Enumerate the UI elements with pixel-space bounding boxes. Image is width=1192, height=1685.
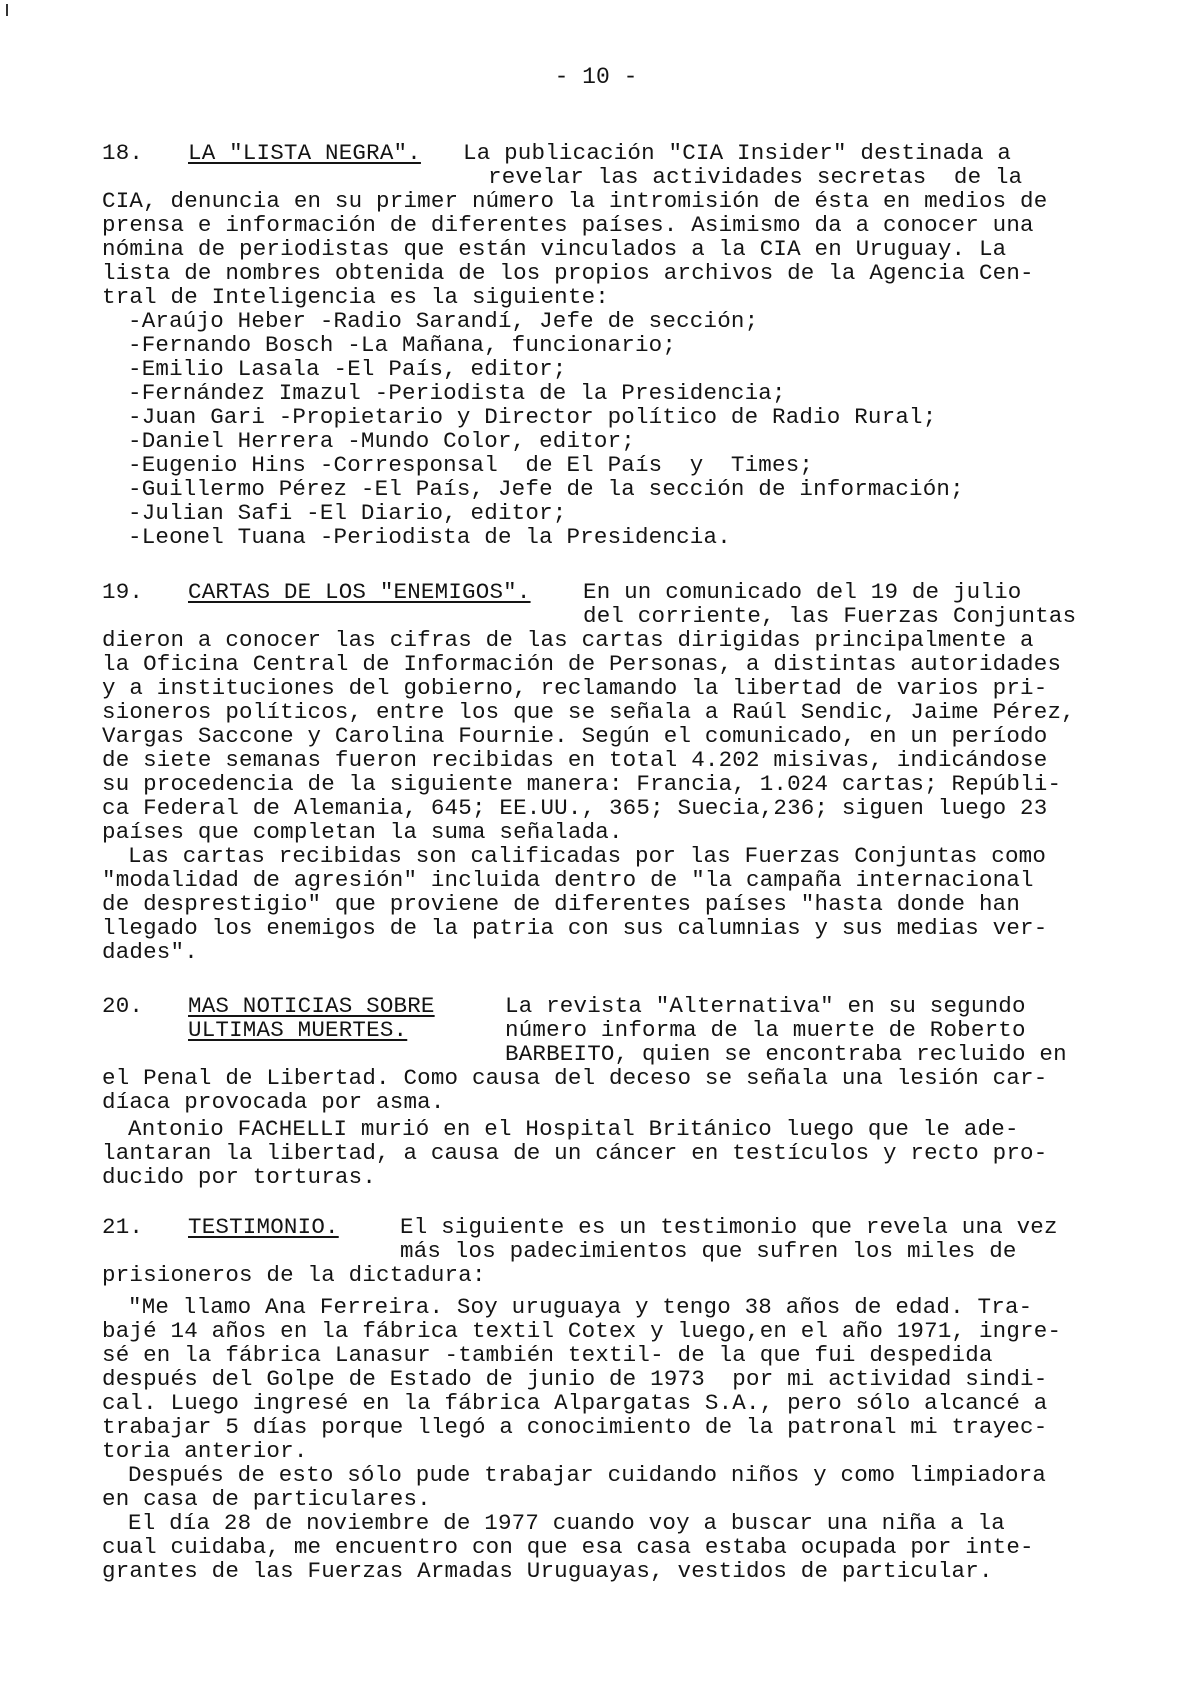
paragraph-line: prensa e información de diferentes países. Asimismo da a conocer una <box>102 212 1034 238</box>
paragraph-line: El siguiente es un testimonio que revela una vez <box>400 1214 1058 1240</box>
paragraph-line: nómina de periodistas que están vinculados a la CIA en Uruguay. La <box>102 236 1007 262</box>
scan-mark <box>6 4 8 16</box>
paragraph-line: El día 28 de noviembre de 1977 cuando voy a buscar una niña a la <box>128 1510 1005 1536</box>
paragraph-line: después del Golpe de Estado de junio de 1973 por mi actividad sindi- <box>102 1366 1048 1392</box>
paragraph-line: el Penal de Libertad. Como causa del deceso se señala una lesión car- <box>102 1065 1048 1091</box>
paragraph-line: La revista "Alternativa" en su segundo <box>505 993 1026 1019</box>
paragraph-line: y a instituciones del gobierno, reclamando la libertad de varios pri- <box>102 675 1048 701</box>
paragraph-line: dades". <box>102 939 198 965</box>
paragraph-line: tral de Inteligencia es la siguiente: <box>102 284 609 310</box>
paragraph-line: grantes de las Fuerzas Armadas Uruguayas, vestidos de particular. <box>102 1558 993 1584</box>
section-20-heading: ULTIMAS MUERTES. <box>188 1017 408 1043</box>
paragraph-line: toria anterior. <box>102 1438 308 1464</box>
list-item: -Daniel Herrera -Mundo Color, editor; <box>128 428 635 454</box>
list-item: -Eugenio Hins -Corresponsal de El País y Times; <box>128 452 814 478</box>
list-item: -Guillermo Pérez -El País, Jefe de la sección de información; <box>128 476 964 502</box>
paragraph-line: la Oficina Central de Información de Personas, a distintas autoridades <box>102 651 1062 677</box>
section-18-number: 18. <box>102 140 144 166</box>
paragraph-line: prisioneros de la dictadura: <box>102 1262 486 1288</box>
paragraph-line: sé en la fábrica Lanasur -también textil- de la que fui despedida <box>102 1342 993 1368</box>
paragraph-line: llegado los enemigos de la patria con sus calumnias y sus medias ver- <box>102 915 1048 941</box>
paragraph-line: cal. Luego ingresé en la fábrica Alpargatas S.A., pero sólo alcancé a <box>102 1390 1048 1416</box>
paragraph-line: Vargas Saccone y Carolina Fournie. Según el comunicado, en un período <box>102 723 1048 749</box>
paragraph-line: ducido por torturas. <box>102 1164 377 1190</box>
paragraph-line: más los padecimientos que sufren los miles de <box>400 1238 1017 1264</box>
paragraph-line: trabajar 5 días porque llegó a conocimiento de la patronal mi trayec- <box>102 1414 1048 1440</box>
paragraph-line: Antonio FACHELLI murió en el Hospital Británico luego que le ade- <box>128 1116 1019 1142</box>
paragraph-line: Después de esto sólo pude trabajar cuidando niños y como limpiadora <box>128 1462 1047 1488</box>
section-19-heading: CARTAS DE LOS "ENEMIGOS". <box>188 579 531 605</box>
section-18-heading: LA "LISTA NEGRA". <box>188 140 421 166</box>
page-number: - 10 - <box>554 64 638 90</box>
paragraph-line: revelar las actividades secretas de la <box>488 164 1023 190</box>
paragraph-line: lista de nombres obtenida de los propios archivos de la Agencia Cen- <box>102 260 1034 286</box>
section-20-number: 20. <box>102 993 144 1019</box>
paragraph-line: díaca provocada por asma. <box>102 1089 445 1115</box>
list-item: -Fernando Bosch -La Mañana, funcionario; <box>128 332 677 358</box>
paragraph-line: del corriente, las Fuerzas Conjuntas <box>583 603 1077 629</box>
paragraph-line: La publicación "CIA Insider" destinada a <box>463 140 1012 166</box>
section-21-heading: TESTIMONIO. <box>188 1214 339 1240</box>
paragraph-line: países que completan la suma señalada. <box>102 819 623 845</box>
paragraph-line: en casa de particulares. <box>102 1486 431 1512</box>
paragraph-line: bajé 14 años en la fábrica textil Cotex y luego,en el año 1971, ingre- <box>102 1318 1062 1344</box>
paragraph-line: "modalidad de agresión" incluida dentro de "la campaña internacional <box>102 867 1034 893</box>
list-item: -Leonel Tuana -Periodista de la Presidencia. <box>128 524 731 550</box>
paragraph-line: su procedencia de la siguiente manera: Francia, 1.024 cartas; Repúbli- <box>102 771 1062 797</box>
paragraph-line: Las cartas recibidas son calificadas por las Fuerzas Conjuntas como <box>128 843 1047 869</box>
paragraph-line: En un comunicado del 19 de julio <box>583 579 1022 605</box>
paragraph-line: ca Federal de Alemania, 645; EE.UU., 365; Suecia,236; siguen luego 23 <box>102 795 1048 821</box>
list-item: -Julian Safi -El Diario, editor; <box>128 500 567 526</box>
paragraph-line: CIA, denuncia en su primer número la intromisión de ésta en medios de <box>102 188 1048 214</box>
list-item: -Araújo Heber -Radio Sarandí, Jefe de sección; <box>128 308 759 334</box>
list-item: -Fernández Imazul -Periodista de la Presidencia; <box>128 380 786 406</box>
paragraph-line: número informa de la muerte de Roberto <box>505 1017 1026 1043</box>
paragraph-line: de desprestigio" que proviene de diferentes países "hasta donde han <box>102 891 1021 917</box>
paragraph-line: cual cuidaba, me encuentro con que esa casa estaba ocupada por inte- <box>102 1534 1034 1560</box>
paragraph-line: de siete semanas fueron recibidas en total 4.202 misivas, indicándose <box>102 747 1048 773</box>
list-item: -Emilio Lasala -El País, editor; <box>128 356 567 382</box>
paragraph-line: lantaran la libertad, a causa de un cáncer en testículos y recto pro- <box>102 1140 1048 1166</box>
paragraph-line: "Me llamo Ana Ferreira. Soy uruguaya y tengo 38 años de edad. Tra- <box>128 1294 1033 1320</box>
section-19-number: 19. <box>102 579 144 605</box>
paragraph-line: BARBEITO, quien se encontraba recluido en <box>505 1041 1067 1067</box>
paragraph-line: dieron a conocer las cifras de las cartas dirigidas principalmente a <box>102 627 1034 653</box>
section-20-heading: MAS NOTICIAS SOBRE <box>188 993 435 1019</box>
list-item: -Juan Gari -Propietario y Director político de Radio Rural; <box>128 404 937 430</box>
section-21-number: 21. <box>102 1214 144 1240</box>
paragraph-line: sioneros políticos, entre los que se señala a Raúl Sendic, Jaime Pérez, <box>102 699 1075 725</box>
